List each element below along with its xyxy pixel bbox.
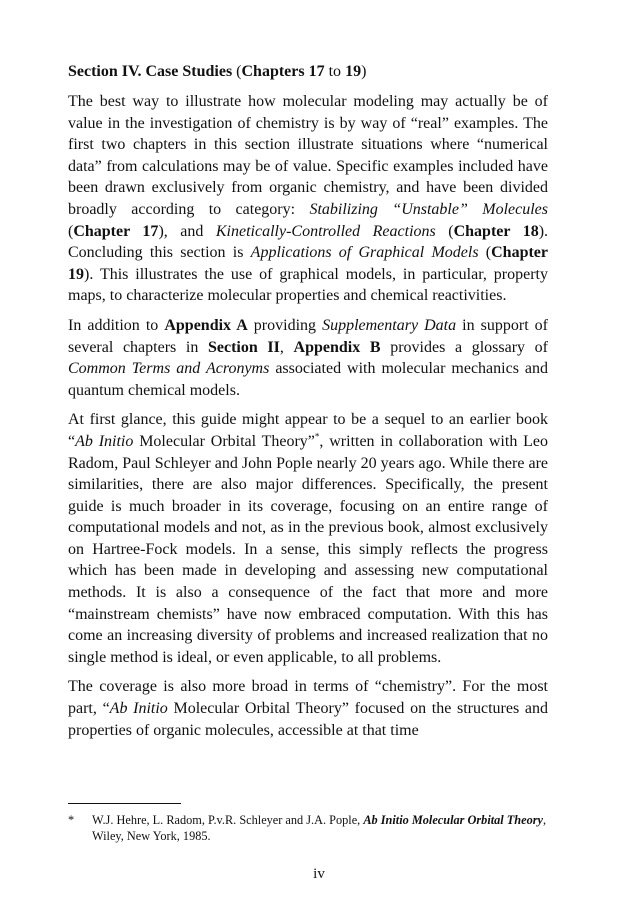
paragraph-appendices [68,315,548,401]
section-heading [68,62,548,82]
bold-run: Chapter 18 [453,222,539,240]
italic-run: Kinetically-Controlled Reactions [215,222,436,240]
text-run: , [279,338,294,356]
heading-to: to [324,63,346,80]
bold-run: Appendix B [293,338,381,356]
text-run: The best way to illustrate how molecular modeling may actually be of value in the investigation of chemistry is by way of “real” examples. The first two chapters in this section illustrate situations where “numerical data” from calculations may be of value. Specific examples included have been drawn exclusively from organic chemistry, and have been divided broadly according to category: [68,93,548,218]
text-run: ( [435,222,454,240]
text-run: ). Concluding this section is [68,222,549,262]
text-run: Molecular Orbital Theory” [133,432,315,450]
bold-run: Appendix A [164,316,248,334]
footnote-book-title: Ab Initio Molecular Orbital Theory [363,813,543,827]
text-run: in support of several chapters in [68,316,549,356]
heading-title: Section IV. Case Studies [68,63,233,80]
footnote [68,812,552,844]
text-run: associated with molecular mechanics and quantum chemical models. [68,360,548,399]
heading-paren-close: ) [361,63,367,80]
italic-run: Applications of Graphical Models [250,244,479,262]
footnote-divider [68,803,181,804]
paragraph-coverage [68,676,548,741]
bold-run: Chapter 19 [68,244,549,283]
paragraph-case-studies [68,91,548,307]
text-run: ). This illustrates the use of graphical models, in particular, property maps, to characterize molecular properties and chemical reactivities. [68,265,548,305]
footnote-reference: * [314,431,320,442]
text-run: At first glance, this guide might appear to be a sequel to an earlier book “ [68,411,548,450]
heading-chapter-end: 19 [345,63,362,80]
footnote-text [92,812,552,844]
italic-run: Supplementary Data [322,316,457,334]
italic-run: Ab Initio [109,700,168,718]
text-run: ( [68,222,74,240]
italic-run: Ab Initio [75,432,134,450]
heading-paren-open: ( [232,63,242,80]
footnote-mark: * [68,813,75,827]
italic-run: Common Terms and Acronyms [68,360,270,378]
bold-run: Chapter 17 [73,222,159,240]
text-run: ), and [158,222,216,240]
text-run: Molecular Orbital Theory” focused on the structures and properties of organic molecules, accessible at that time [68,700,548,739]
text-run: ( [478,244,492,262]
text-run: The coverage is also more broad in terms of “chemistry”. For the most part, “ [68,678,548,718]
text-run: In addition to [68,316,165,334]
italic-run: Stabilizing “Unstable” Molecules [309,200,548,218]
text-run: , Wiley, New York, 1985. [92,813,547,843]
text-run: W.J. Hehre, L. Radom, P.v.R. Schleyer and J.A. Pople, [92,813,364,827]
bold-run: Section II [208,338,280,356]
page-number: iv [313,866,325,882]
text-run: provides a glossary of [380,338,548,356]
paragraph-first-glance [68,409,548,668]
heading-chapter-start: Chapters 17 [241,63,325,80]
text-run: , written in collaboration with Leo Radom, Paul Schleyer and John Pople nearly 20 years ago. While there are similarities, there are also major differences. Specifically, the present guide is much broader in its coverage, focusing on an entire range of computational models and not, as in the previous book, almost exclusively on Hartree-Fock models. In a sense, this simply reflects the progress which has been made in developing and assessing new computational methods. It is also a consequence of the fact that more and more “mainstream chemists” have now embraced computation. With this has come an increasing diversity of problems and increased realization that no single method is ideal, or even applicable, to all problems. [68,432,549,666]
text-run: providing [247,316,323,334]
page-content [68,62,548,749]
